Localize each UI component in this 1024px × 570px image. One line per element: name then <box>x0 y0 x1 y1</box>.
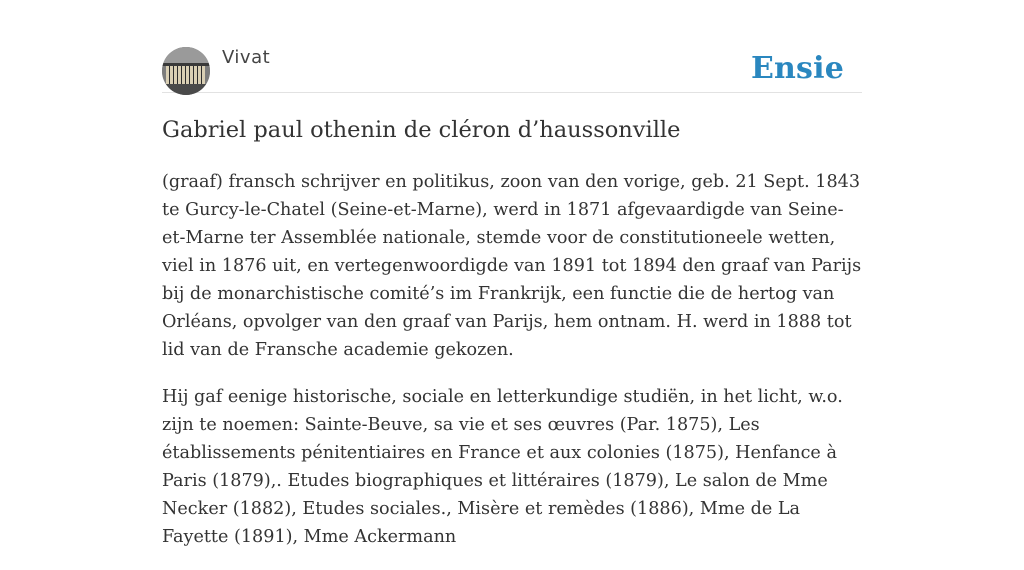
article-header <box>162 46 862 93</box>
article-title: Gabriel paul othenin de cléron d’haussonville <box>162 117 681 143</box>
avatar-books-icon[interactable] <box>162 47 210 95</box>
author-name[interactable]: Vivat <box>222 47 271 68</box>
brand-logo[interactable]: Ensie <box>750 51 844 86</box>
article-page <box>162 0 862 547</box>
article-paragraph: (graaf) fransch schrijver en politikus, zoon van den vorige, geb. 21 Sept. 1843 te Gurcy-le-Chatel (Seine-et-Marne), werd in 1871 afgevaardigde van Seine-et-Marne ter Assemblée nationale, stemde voor de constitutioneele wetten, viel in 1876 uit, en vertegenwoordigde van 1891 tot 1894 den graaf van Parijs bij de monarchistische comité’s im Frankrijk, een functie die de hertog van Orléans, opvolger van den graaf van Parijs, hem ontnam. H. werd in 1888 tot lid van de Fransche academie gekozen. <box>162 172 862 360</box>
article-body <box>162 168 862 570</box>
article-paragraph: Hij gaf eenige historische, sociale en letterkundige studiën, in het licht, w.o. zijn te noemen: Sainte-Beuve, sa vie et ses œuvres (Par. 1875), Les établissements pénitentiaires en France et aux colonies (1875), Henfance à Paris (1879),. Etudes biographiques et littéraires (1879), Le salon de Mme Necker (1882), Etudes sociales., Misère et remèdes (1886), Mme de La Fayette (1891), Mme Ackermann <box>162 387 843 547</box>
avatar-image <box>162 47 210 95</box>
